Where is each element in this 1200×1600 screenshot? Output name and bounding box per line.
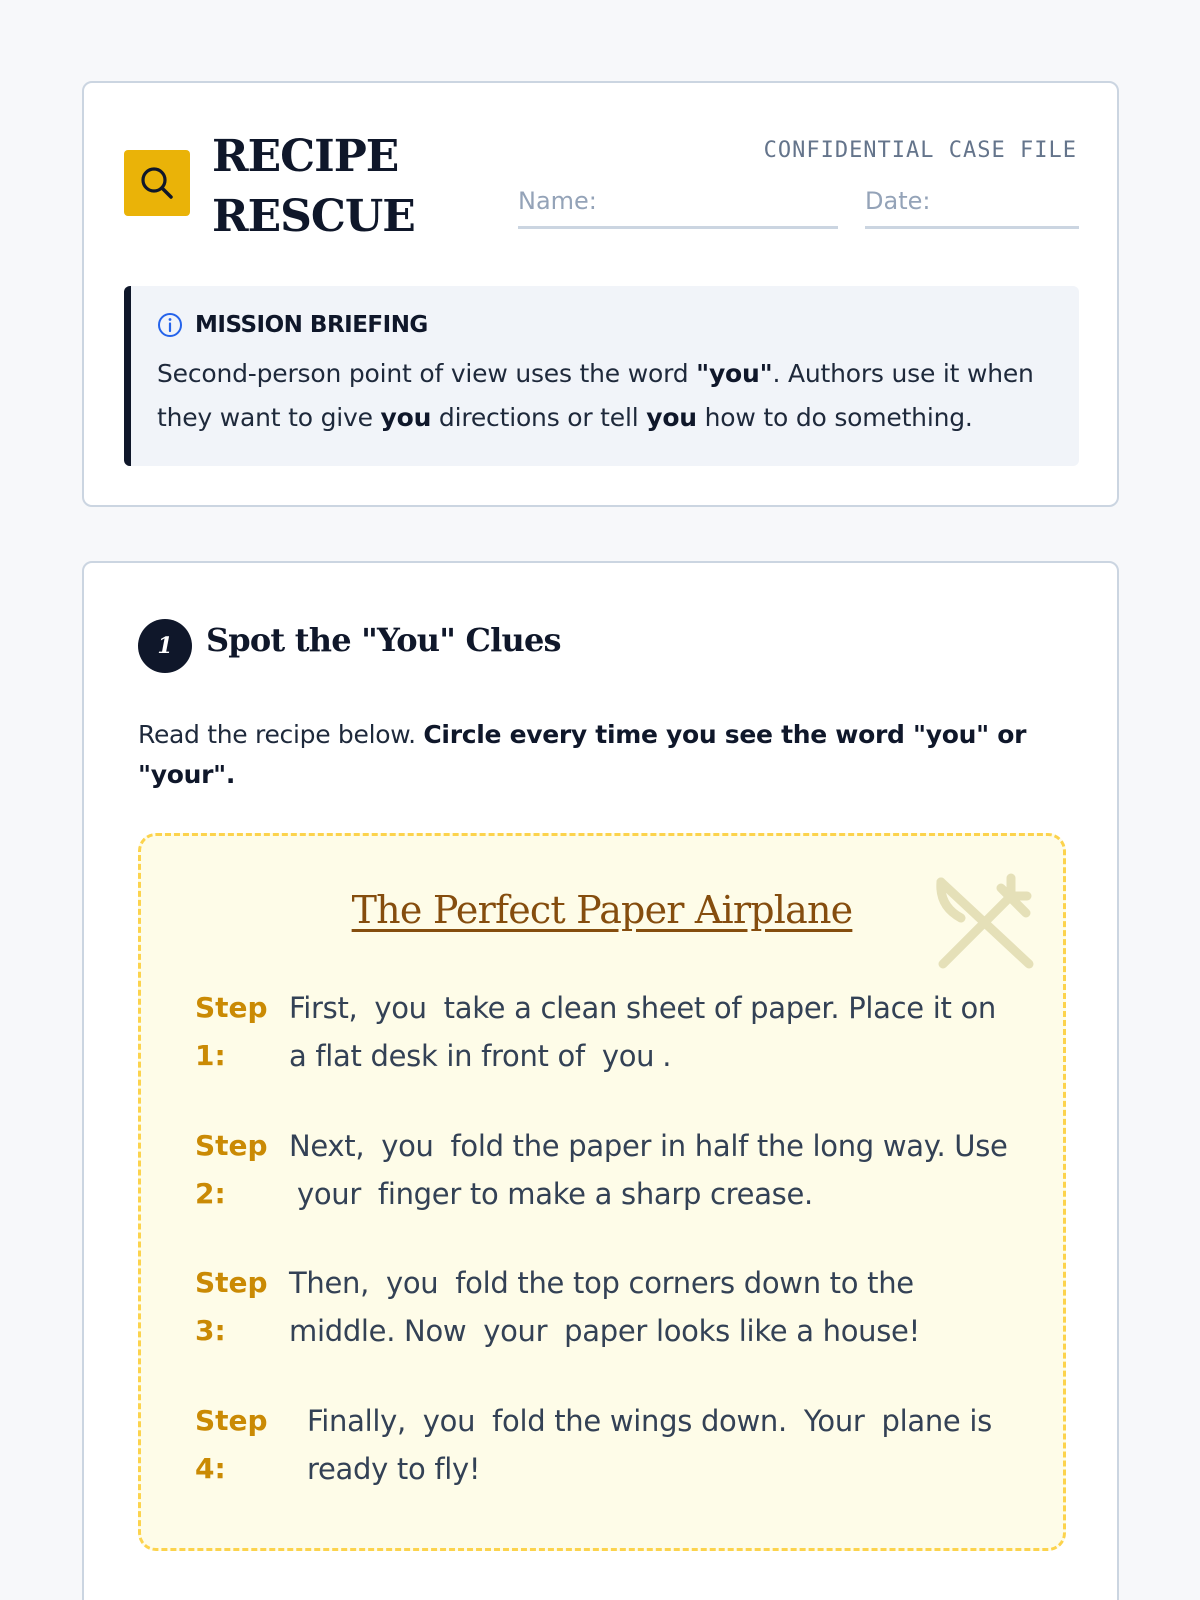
briefing-text-part: how to do something. [696, 403, 973, 432]
title-line-1: RECIPE [212, 131, 399, 182]
title-line-2: RESCUE [212, 191, 415, 242]
step-text-part: fold the paper in half the long way. Use [441, 1129, 1008, 1163]
recipe-title: The Perfect Paper Airplane [351, 888, 853, 932]
instructions [138, 715, 1038, 795]
step-label: Step 3: [195, 1266, 268, 1347]
date-field[interactable] [865, 183, 1079, 229]
step-label: Step 4: [195, 1404, 268, 1485]
fork-knife-icon [931, 866, 1041, 976]
briefing-text [157, 352, 1077, 440]
date-label: Date: [865, 187, 931, 215]
step-text-part: paper looks like a house! [555, 1314, 920, 1348]
briefing-bold: you [646, 403, 697, 432]
section-number-badge: 1 [138, 619, 192, 673]
your-word[interactable]: your [297, 1177, 362, 1211]
step-text-part: fold the top corners down to the middle. Now [289, 1266, 914, 1348]
you-word[interactable]: you [385, 1266, 439, 1300]
your-word[interactable]: Your [803, 1404, 865, 1438]
recipe-box [138, 833, 1066, 1551]
recipe-step [195, 984, 1015, 1080]
step-text-part: Then, [289, 1266, 378, 1300]
step-label: Step 1: [195, 991, 268, 1072]
magnifier-icon [138, 164, 176, 202]
step-text-part: Next, [289, 1129, 374, 1163]
step-text [289, 1122, 1015, 1218]
activity-card [82, 561, 1119, 1600]
briefing-bold: you [380, 403, 432, 432]
recipe-step [195, 1397, 1015, 1493]
step-label: Step 2: [195, 1129, 268, 1210]
step-text-part: First, [289, 991, 367, 1025]
recipe-step [195, 1122, 1015, 1218]
header-card [82, 81, 1119, 507]
step-text [289, 984, 1015, 1080]
name-label: Name: [518, 187, 597, 215]
briefing-text-part: . Authors use it when they want to give [157, 359, 1034, 432]
step-text-part: plane is ready to fly! [307, 1404, 992, 1486]
step-text-part: take a clean sheet of paper. Place it on a flat desk in front of [289, 991, 996, 1073]
page-title [212, 127, 512, 247]
you-word[interactable]: you [381, 1129, 434, 1163]
briefing-bold: "you" [696, 359, 773, 388]
step-text [289, 1397, 1015, 1493]
you-word[interactable]: you [422, 1404, 476, 1438]
step-text [289, 1259, 1015, 1355]
step-text-part: fold the wings down. [483, 1404, 796, 1438]
logo [124, 150, 190, 216]
briefing-text-part: directions or tell [431, 403, 647, 432]
you-word[interactable]: you [601, 1039, 655, 1073]
your-word[interactable]: your [483, 1314, 548, 1348]
section-title: Spot the "You" Clues [206, 621, 561, 659]
you-word[interactable]: you [374, 991, 427, 1025]
info-icon [157, 312, 183, 338]
step-text-part: finger to make a sharp crease. [369, 1177, 813, 1211]
briefing-title: MISSION BRIEFING [195, 312, 428, 338]
instructions-plain: Read the recipe below. [138, 720, 424, 749]
briefing-heading [157, 312, 1079, 338]
recipe-step [195, 1259, 1015, 1355]
mission-briefing [124, 286, 1079, 466]
briefing-text-part: Second-person point of view uses the word [157, 359, 697, 388]
instructions-bold: Circle every time you see the word "you" or "your". [138, 720, 1027, 789]
step-text-part: Finally, [307, 1404, 415, 1438]
step-text-part: . [662, 1039, 672, 1073]
name-field[interactable] [518, 183, 838, 229]
case-file-label: CONFIDENTIAL CASE FILE [763, 138, 1077, 163]
